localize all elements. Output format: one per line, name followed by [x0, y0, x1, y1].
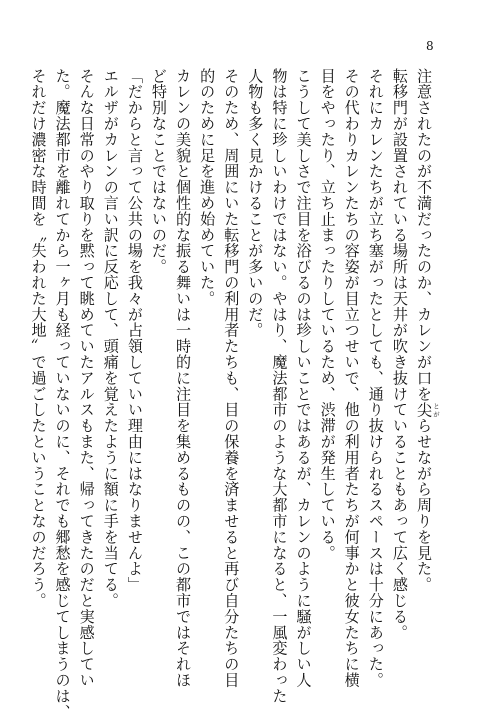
text-line: 人物も多く見かけることが多いのだ。 [246, 68, 265, 339]
text-line: カレンの美貌と個性的な振る舞いは一時的に注目を集めるものの、この都市ではそれほ [174, 68, 193, 689]
text-line: 転移門が設置されている場所は天井が吹き抜けていることもあって広く感じる。 [390, 68, 409, 641]
text-line: ど特別なことではないのだ。 [149, 68, 168, 275]
ruby-annotation: 尖 とが [415, 401, 440, 418]
text-line: 目をやったり、立ち止まったりしているため、渋滞が発生している。 [318, 68, 337, 561]
vertical-text-body [26, 68, 440, 720]
text-line: た。魔法都市を離れてから一ヶ月も経っていないのに、それでも郷愁を感じてしまうのは、 [53, 68, 72, 720]
text-line: エルザがカレンの言い訳に反応して、頭痛を覚えたように額に手を当てる。 [101, 68, 120, 609]
text-line: そのため、周囲にいた転移門の利用者たちも、目の保養を済ませると再び自分たちの目 [222, 68, 241, 689]
text-line: そんな日常のやり取りを黙って眺めていたアルスもまた、帰ってきたのだと実感してい [77, 68, 96, 689]
text-line: 的のために足を進め始めていた。 [198, 68, 217, 307]
page-number: 8 [426, 39, 434, 53]
text-line: それにカレンたちが立ち塞がったとしても、通り抜けられるスペースは十分にあった。 [366, 68, 385, 689]
text-line: 注意されたのが不満だったのか、カレンが口を尖 とがらせながら周りを見た。 [415, 68, 440, 593]
text-line: こうして美しさで注目を浴びるのは珍しいことではあるが、カレンのように騒がしい人 [294, 68, 313, 689]
text-line: 物は特に珍しいわけではない。やはり、魔法都市のような大都市になると、一風変わった [270, 68, 289, 704]
text-line: その代わりカレンたちの容姿が目立つせいで、他の利用者たちが何事かと彼女たちに横 [342, 68, 361, 689]
text-line: 「だからと言って公共の場を我々が占領していい理由にはなりませんよ」 [125, 68, 144, 593]
text-line: それだけ濃密な時間を〝失われた大地〟で過ごしたということなのだろう。 [29, 68, 48, 609]
